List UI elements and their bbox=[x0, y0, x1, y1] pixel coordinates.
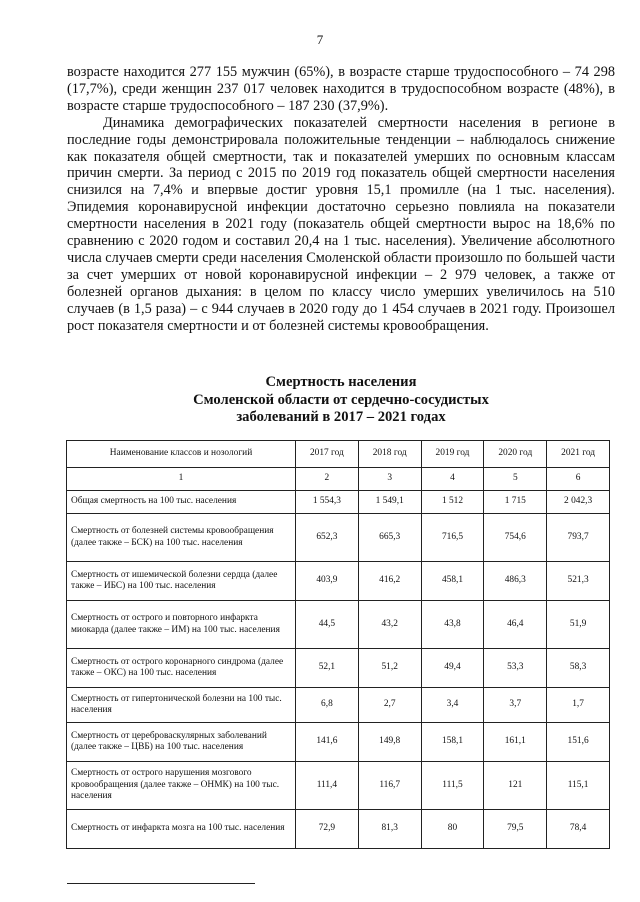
cell-value: 58,3 bbox=[547, 649, 610, 688]
cell-value: 43,8 bbox=[421, 601, 484, 649]
cell-value: 1,7 bbox=[547, 688, 610, 723]
cell-value: 111,5 bbox=[421, 762, 484, 810]
table-row bbox=[67, 723, 610, 762]
page-number: 7 bbox=[316, 32, 324, 47]
mortality-table bbox=[66, 440, 610, 849]
column-number: 2 bbox=[296, 468, 359, 491]
cell-value: 115,1 bbox=[547, 762, 610, 810]
table-row bbox=[67, 762, 610, 810]
column-header: 2018 год bbox=[358, 441, 421, 468]
column-header: 2021 год bbox=[547, 441, 610, 468]
cell-value: 1 715 bbox=[484, 491, 547, 514]
cell-value: 121 bbox=[484, 762, 547, 810]
cell-value: 151,6 bbox=[547, 723, 610, 762]
cell-value: 403,9 bbox=[296, 562, 359, 601]
row-name: Смертность от цереброваскулярных заболеваний (далее также – ЦВБ) на 100 тыс. населения bbox=[67, 723, 296, 762]
column-number-row bbox=[67, 468, 610, 491]
paragraph-mortality-dynamics: Динамика демографических показателей смертности населения в регионе в последние годы демонстрировала положительные тенденции – наблюдалось снижение как показателя общей смертности, так и показателей умерших по основным классам причин смерти. За период с 2015 по 2019 год показатель общей смертности населения снизился на 7,4% и впервые достиг уровня 15,1 промилле (на 1 тыс. населения). Эпидемия коронавирусной инфекции достаточно серьезно повлияла на показатели смертности населения в 2021 году (показатель общей смертности вырос на 18,6% по сравнению с 2020 годом и составил 20,4 на 1 тыс. населения). Увеличение абсолютного числа случаев смерти среди населения Смоленской области произошло по большей части за счет умерших от новой коронавирусной инфекции – 2 979 человек, а также от болезней органов дыхания: в целом по классу число умерших увеличилось на 510 случаев (в 1,5 раза) – с 944 случаев в 2020 году до 1 454 случаев в 2021 году. Произошел рост показателя смертности и от болезней системы кровообращения. bbox=[67, 114, 615, 334]
cell-value: 49,4 bbox=[421, 649, 484, 688]
table-row bbox=[67, 514, 610, 562]
column-number: 1 bbox=[67, 468, 296, 491]
table-row bbox=[67, 562, 610, 601]
cell-value: 53,3 bbox=[484, 649, 547, 688]
cell-value: 46,4 bbox=[484, 601, 547, 649]
column-header: 2017 год bbox=[296, 441, 359, 468]
cell-value: 51,2 bbox=[358, 649, 421, 688]
cell-value: 149,8 bbox=[358, 723, 421, 762]
cell-value: 1 554,3 bbox=[296, 491, 359, 514]
paragraph-population-age: возрасте находится 277 155 мужчин (65%), в возрасте старше трудоспособного – 74 298 (17,7%), среди женщин 237 017 человек находится в трудоспособном возрасте (48%), в возрасте старше трудоспособного – 187 230 (37,9%). bbox=[67, 64, 615, 114]
cell-value: 116,7 bbox=[358, 762, 421, 810]
cell-value: 72,9 bbox=[296, 810, 359, 849]
cell-value: 111,4 bbox=[296, 762, 359, 810]
cell-value: 458,1 bbox=[421, 562, 484, 601]
column-header: Наименование классов и нозологий bbox=[67, 441, 296, 468]
cell-value: 51,9 bbox=[547, 601, 610, 649]
cell-value: 2 042,3 bbox=[547, 491, 610, 514]
table-row bbox=[67, 688, 610, 723]
cell-value: 161,1 bbox=[484, 723, 547, 762]
row-name: Общая смертность на 100 тыс. населения bbox=[67, 491, 296, 514]
cell-value: 416,2 bbox=[358, 562, 421, 601]
cell-value: 141,6 bbox=[296, 723, 359, 762]
cell-value: 1 549,1 bbox=[358, 491, 421, 514]
cell-value: 486,3 bbox=[484, 562, 547, 601]
row-name: Смертность от гипертонической болезни на 100 тыс. населения bbox=[67, 688, 296, 723]
table-header-row bbox=[67, 441, 610, 468]
cell-value: 2,7 bbox=[358, 688, 421, 723]
row-name: Смертность от ишемической болезни сердца (далее также – ИБС) на 100 тыс. населения bbox=[67, 562, 296, 601]
cell-value: 793,7 bbox=[547, 514, 610, 562]
table-row bbox=[67, 649, 610, 688]
cell-value: 665,3 bbox=[358, 514, 421, 562]
cell-value: 79,5 bbox=[484, 810, 547, 849]
cell-value: 652,3 bbox=[296, 514, 359, 562]
cell-value: 754,6 bbox=[484, 514, 547, 562]
cell-value: 6,8 bbox=[296, 688, 359, 723]
table-title-line-2: Смоленской области от сердечно-сосудистых bbox=[193, 391, 489, 408]
row-name: Смертность от инфаркта мозга на 100 тыс. населения bbox=[67, 810, 296, 849]
column-number: 6 bbox=[547, 468, 610, 491]
table-row bbox=[67, 601, 610, 649]
row-name: Смертность от острого нарушения мозгового кровообращения (далее также – ОНМК) на 100 тыс. населения bbox=[67, 762, 296, 810]
cell-value: 44,5 bbox=[296, 601, 359, 649]
footnote-separator bbox=[67, 883, 255, 884]
table-title bbox=[67, 374, 615, 427]
column-header: 2020 год bbox=[484, 441, 547, 468]
cell-value: 521,3 bbox=[547, 562, 610, 601]
cell-value: 52,1 bbox=[296, 649, 359, 688]
cell-value: 81,3 bbox=[358, 810, 421, 849]
cell-value: 1 512 bbox=[421, 491, 484, 514]
column-number: 5 bbox=[484, 468, 547, 491]
table-title-line-1: Смертность населения bbox=[265, 374, 417, 390]
table-row bbox=[67, 810, 610, 849]
table-row bbox=[67, 491, 610, 514]
cell-value: 80 bbox=[421, 810, 484, 849]
column-number: 4 bbox=[421, 468, 484, 491]
column-header: 2019 год bbox=[421, 441, 484, 468]
row-name: Смертность от острого коронарного синдрома (далее также – ОКС) на 100 тыс. населения bbox=[67, 649, 296, 688]
column-number: 3 bbox=[358, 468, 421, 491]
cell-value: 43,2 bbox=[358, 601, 421, 649]
table-title-line-3: заболеваний в 2017 – 2021 годах bbox=[236, 409, 446, 425]
cell-value: 78,4 bbox=[547, 810, 610, 849]
body-text bbox=[67, 64, 615, 335]
cell-value: 3,7 bbox=[484, 688, 547, 723]
cell-value: 158,1 bbox=[421, 723, 484, 762]
row-name: Смертность от острого и повторного инфаркта миокарда (далее также – ИМ) на 100 тыс. населения bbox=[67, 601, 296, 649]
row-name: Смертность от болезней системы кровообращения (далее также – БСК) на 100 тыс. населения bbox=[67, 514, 296, 562]
cell-value: 716,5 bbox=[421, 514, 484, 562]
cell-value: 3,4 bbox=[421, 688, 484, 723]
